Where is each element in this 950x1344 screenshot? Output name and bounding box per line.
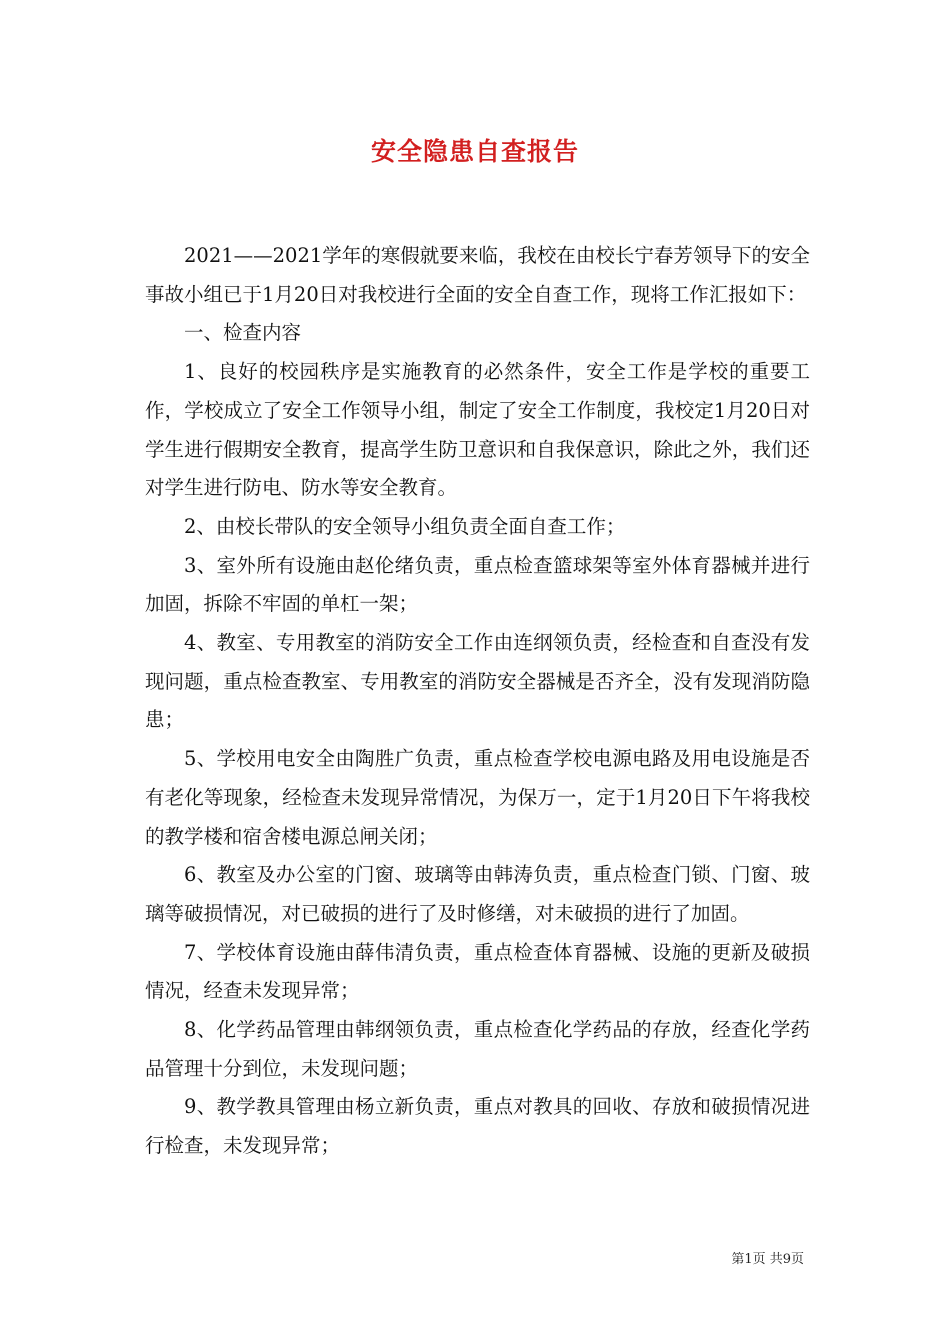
paragraph-item-7: 7、学校体育设施由薛伟清负责，重点检查体育器械、设施的更新及破损情况，经查未发现异常； [145, 940, 810, 1003]
paragraph-item-6: 6、教室及办公室的门窗、玻璃等由韩涛负责，重点检查门锁、门窗、玻璃等破损情况，对已破损的进行了及时修缮，对未破损的进行了加固。 [145, 863, 810, 925]
paragraph-item-9: 9、教学教具管理由杨立新负责，重点对教具的回收、存放和破损情况进行检查，未发现异常； [145, 1095, 810, 1158]
paragraph-item-5: 5、学校用电安全由陶胜广负责，重点检查学校电源电路及用电设施是否有老化等现象，经检查未发现异常情况，为保万一，定于1月20日下午将我校的教学楼和宿舍楼电源总闸关闭； [145, 747, 810, 848]
paragraph-item-1: 1、良好的校园秩序是实施教育的必然条件，安全工作是学校的重要工作，学校成立了安全工作领导小组，制定了安全工作制度，我校定1月20日对学生进行假期安全教育，提高学生防卫意识和自我保意识，除此之外，我们还对学生进行防电、防水等安全教育。 [145, 360, 810, 500]
paragraph-intro: 2021——2021学年的寒假就要来临，我校在由校长宁春芳领导下的安全事故小组已于1月20日对我校进行全面的安全自查工作，现将工作汇报如下： [145, 244, 810, 306]
paragraph-item-4: 4、教室、专用教室的消防安全工作由连纲领负责，经检查和自查没有发现问题，重点检查教室、专用教室的消防安全器械是否齐全，没有发现消防隐患； [145, 631, 810, 732]
paragraph-item-8: 8、化学药品管理由韩纲领负责，重点检查化学药品的存放，经查化学药品管理十分到位，未发现问题； [145, 1018, 810, 1080]
page-title: 安全隐患自查报告 [370, 137, 579, 166]
paragraph-item-2: 2、由校长带队的安全领导小组负责全面自查工作； [184, 514, 626, 538]
section-heading-inspection-content: 一、检查内容 [184, 321, 302, 345]
document-body [145, 237, 810, 1166]
paragraph-item-3: 3、室外所有设施由赵伦绪负责，重点检查篮球架等室外体育器械并进行加固，拆除不牢固的单杠一架； [145, 553, 810, 616]
page-number-footer: 第1页 共9页 [731, 1252, 804, 1267]
